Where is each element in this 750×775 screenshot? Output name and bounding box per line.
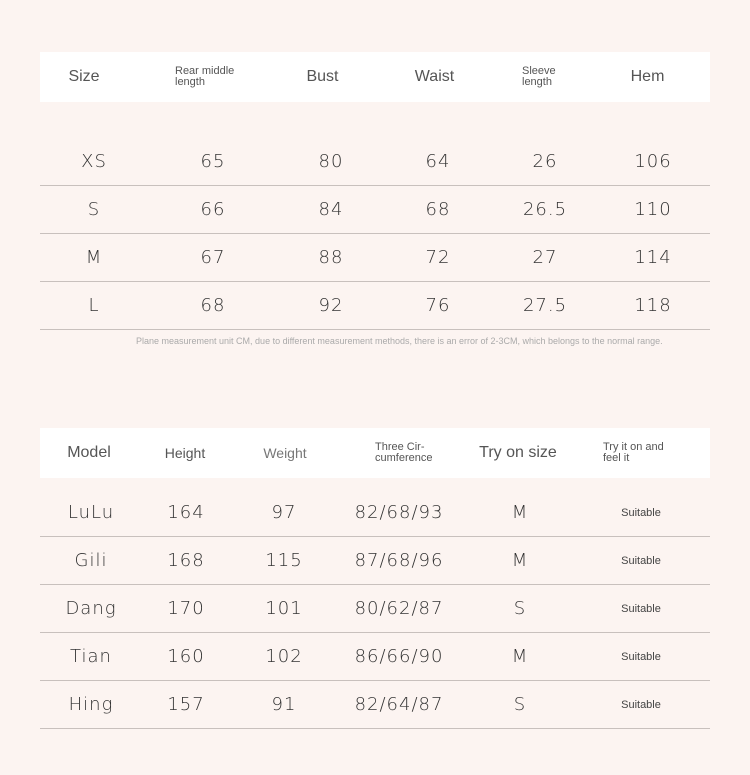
model-table	[40, 428, 710, 729]
header-try-on-size: Try on size	[479, 444, 557, 461]
size-table-cell: M	[85, 247, 103, 268]
model-table-cell: 168	[167, 550, 205, 571]
model-table-cell: 157	[167, 694, 205, 715]
model-table-cell: M	[511, 550, 529, 571]
size-table-row	[40, 186, 710, 234]
size-table-cell: 64	[425, 151, 451, 172]
model-table-cell: Suitable	[621, 554, 661, 567]
header-three-circumference: Three Cir- cumference	[375, 441, 433, 464]
size-table-cell: XS	[81, 151, 107, 172]
size-table-row	[40, 282, 710, 330]
model-table-row	[40, 489, 710, 537]
model-table-cell: Suitable	[621, 698, 661, 711]
header-try-it-on-and-feel-it: Try it on and feel it	[603, 441, 664, 464]
size-table-cell: 76	[425, 295, 451, 316]
size-table-cell: 26.5	[522, 199, 568, 220]
model-table-cell: Suitable	[621, 602, 661, 615]
model-table-cell: Suitable	[621, 650, 661, 663]
size-table-row	[40, 138, 710, 186]
model-table-cell: 160	[167, 646, 205, 667]
size-table-cell: 27.5	[522, 295, 568, 316]
model-table-row	[40, 633, 710, 681]
header-rear-middle-length: Rear middle length	[175, 65, 235, 88]
header-hem: Hem	[630, 68, 665, 85]
model-table-row	[40, 585, 710, 633]
size-table-cell: 84	[318, 199, 344, 220]
size-table-cell: 66	[200, 199, 226, 220]
size-table-cell: 65	[200, 151, 226, 172]
size-table-cell: S	[87, 199, 101, 220]
size-table-cell: 88	[318, 247, 344, 268]
model-table-cell: 102	[265, 646, 303, 667]
model-table-cell: 82/68/93	[354, 502, 444, 523]
model-table-cell: 97	[271, 502, 297, 523]
model-table-cell: S	[513, 598, 527, 619]
header-waist: Waist	[414, 68, 455, 85]
size-table-cell: 80	[318, 151, 344, 172]
header-bust: Bust	[306, 68, 339, 85]
model-table-cell: Gili	[74, 550, 108, 571]
size-table	[40, 52, 710, 330]
header-model: Model	[67, 444, 111, 461]
header-weight: Weight	[263, 445, 307, 461]
model-table-cell: 82/64/87	[354, 694, 444, 715]
size-table-cell: 26	[532, 151, 558, 172]
model-table-cell: LuLu	[67, 502, 115, 523]
size-table-header	[40, 52, 710, 102]
size-table-cell: 68	[200, 295, 226, 316]
model-table-body	[40, 489, 710, 729]
model-table-cell: 80/62/87	[354, 598, 444, 619]
model-table-cell: 164	[167, 502, 205, 523]
header-height: Height	[164, 445, 206, 461]
model-table-cell: Suitable	[621, 506, 661, 519]
model-table-cell: 101	[265, 598, 303, 619]
size-table-body	[40, 138, 710, 330]
model-table-cell: Tian	[70, 646, 112, 667]
model-table-cell: 170	[167, 598, 205, 619]
size-table-cell: 106	[634, 151, 672, 172]
size-table-cell: 92	[318, 295, 344, 316]
size-table-cell: 110	[634, 199, 672, 220]
size-table-cell: L	[88, 295, 100, 316]
model-table-cell: Dang	[65, 598, 117, 619]
model-table-header	[40, 428, 710, 478]
model-table-cell: M	[511, 502, 529, 523]
model-table-cell: M	[511, 646, 529, 667]
measurement-note: Plane measurement unit CM, due to different measurement methods, there is an error of 2-3CM, which belongs to the normal range.	[136, 336, 663, 346]
model-table-cell: Hing	[68, 694, 114, 715]
model-table-cell: 86/66/90	[354, 646, 444, 667]
header-sleeve-length: Sleeve length	[522, 65, 556, 88]
size-table-cell: 27	[532, 247, 558, 268]
size-table-cell: 68	[425, 199, 451, 220]
model-table-row	[40, 537, 710, 585]
size-table-cell: 67	[200, 247, 226, 268]
model-table-cell: 91	[271, 694, 297, 715]
size-table-cell: 114	[634, 247, 672, 268]
size-table-row	[40, 234, 710, 282]
model-table-cell: 115	[265, 550, 303, 571]
model-table-row	[40, 681, 710, 729]
size-table-cell: 118	[634, 295, 672, 316]
model-table-cell: S	[513, 694, 527, 715]
model-table-cell: 87/68/96	[354, 550, 444, 571]
header-size: Size	[68, 68, 100, 85]
size-table-cell: 72	[425, 247, 451, 268]
